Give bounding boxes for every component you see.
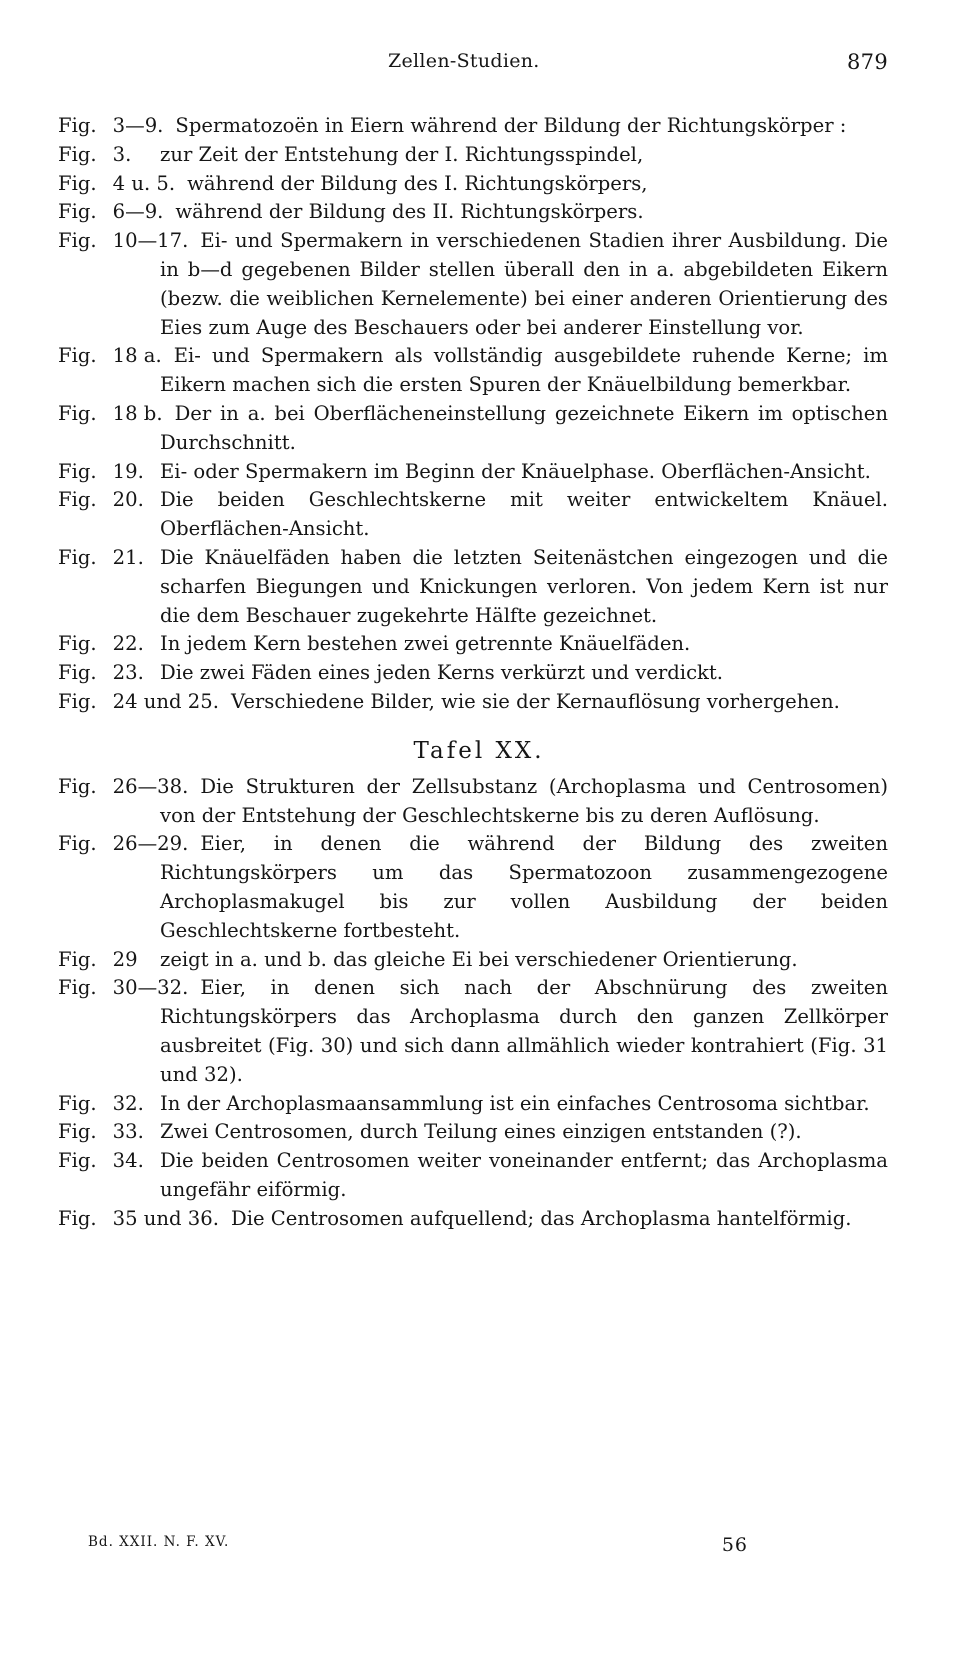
- fig-abbrev: Fig.: [58, 459, 97, 483]
- figure-number: 18 a.: [112, 344, 162, 368]
- figure-number: 6—9.: [112, 200, 164, 224]
- figure-legend-entry: [58, 946, 888, 975]
- fig-abbrev: Fig.: [58, 401, 97, 425]
- running-header: [58, 50, 888, 86]
- figure-label: [58, 400, 163, 429]
- figure-legend-entry: [58, 544, 888, 630]
- figure-label: [58, 773, 188, 802]
- figure-legend-entry: [58, 198, 888, 227]
- legend-text: Zwei Centrosomen, durch Teilung eines einzigen entstanden (?).: [160, 1120, 802, 1144]
- fig-abbrev: Fig.: [58, 632, 97, 656]
- fig-abbrev: Fig.: [58, 774, 97, 798]
- figure-legend-entry: [58, 974, 888, 1089]
- figure-legend-entry: [58, 630, 888, 659]
- figure-number: 3—9.: [112, 114, 164, 137]
- legend-text: Ei- und Spermakern in verschiedenen Stadien ihrer Ausbildung. Die in b—d gegebenen Bilder stellen überall den in a. abgebildeten Eikern (bezw. die weiblichen Kernelemente) bei einer anderen Orientierung des Eies zum Auge des Beschauers oder bei anderer Einstellung vor.: [160, 229, 888, 339]
- legend-text: Ei- und Spermakern als vollständig ausgebildete ruhende Kerne; im Eikern machen sich die ersten Spuren der Knäuelbildung bemerkbar.: [160, 344, 888, 397]
- legend-text: während der Bildung des I. Richtungskörpers,: [187, 171, 648, 195]
- legend-text: zeigt in a. und b. das gleiche Ei bei verschiedener Orientierung.: [160, 947, 798, 971]
- page-body: [58, 112, 888, 1233]
- figure-legend-entry: [58, 170, 888, 199]
- figure-number: 30—32.: [112, 976, 189, 1000]
- figure-legend-entry: [58, 458, 888, 487]
- figure-legend-entry: [58, 342, 888, 400]
- legend-text: In der Archoplasmaansammlung ist ein einfaches Centrosoma sichtbar.: [160, 1091, 870, 1115]
- figure-legend-entry: [58, 400, 888, 458]
- figure-label: [58, 1118, 144, 1147]
- figure-legend-entry: [58, 112, 888, 141]
- figure-number: 32.: [112, 1091, 144, 1115]
- figure-number: 18 b.: [112, 401, 163, 425]
- figure-number: 29: [112, 947, 138, 971]
- figure-label: [58, 112, 163, 141]
- figure-legend-entry: [58, 227, 888, 342]
- figure-label: [58, 630, 144, 659]
- fig-abbrev: Fig.: [58, 344, 97, 368]
- figure-legend-entry: [58, 659, 888, 688]
- legend-text: Die zwei Fäden eines jeden Kerns verkürzt und verdickt.: [160, 661, 724, 685]
- fig-abbrev: Fig.: [58, 976, 97, 1000]
- figure-number: 24 und 25.: [112, 689, 219, 713]
- figure-number: 22.: [112, 632, 144, 656]
- legend-text: Eier, in denen sich nach der Abschnürung des zweiten Richtungskörpers das Archoplasma durch den ganzen Zellkörper ausbreitet (Fig. 30) und sich dann allmählich wieder kontrahiert (Fig. 31 und 32).: [160, 976, 888, 1086]
- legend-text: Die Knäuelfäden haben die letzten Seitenästchen eingezogen und die scharfen Biegungen und Knickungen verloren. Von jedem Kern ist nur die dem Beschauer zugekehrte Hälfte gezeichnet.: [160, 545, 888, 627]
- figure-legend-list-1: [58, 112, 888, 717]
- fig-abbrev: Fig.: [58, 1120, 97, 1144]
- figure-number: 33.: [112, 1120, 144, 1144]
- page-footer: [88, 1534, 748, 1564]
- figure-label: [58, 486, 144, 515]
- figure-label: [58, 1205, 219, 1234]
- fig-abbrev: Fig.: [58, 488, 97, 512]
- fig-abbrev: Fig.: [58, 545, 97, 569]
- figure-number: 23.: [112, 661, 144, 685]
- fig-abbrev: Fig.: [58, 171, 97, 195]
- legend-text: Ei- oder Spermakern im Beginn der Knäuelphase. Oberflächen-Ansicht.: [160, 459, 871, 483]
- figure-number: 3.: [112, 142, 132, 166]
- figure-number: 4 u. 5.: [112, 171, 176, 195]
- figure-label: [58, 170, 175, 199]
- figure-label: [58, 1147, 144, 1176]
- figure-legend-entry: [58, 830, 888, 945]
- figure-legend-entry: [58, 141, 888, 170]
- legend-text: Verschiedene Bilder, wie sie der Kernauflösung vorhergehen.: [230, 689, 840, 713]
- figure-label: [58, 1090, 144, 1119]
- figure-legend-entry: [58, 688, 888, 717]
- figure-legend-entry: [58, 1147, 888, 1205]
- legend-text: Spermatozoën in Eiern während der Bildung der Richtungskörper :: [175, 114, 847, 137]
- fig-abbrev: Fig.: [58, 229, 97, 253]
- figure-number: 26—29.: [112, 832, 189, 856]
- legend-text: Der in a. bei Oberflächeneinstellung gezeichnete Eikern im optischen Durchschnitt.: [160, 401, 888, 454]
- figure-label: [58, 227, 188, 256]
- figure-label: [58, 688, 219, 717]
- page-number: 879: [847, 50, 888, 74]
- legend-text: Die Centrosomen aufquellend; das Archoplasma hantelförmig.: [230, 1206, 852, 1230]
- fig-abbrev: Fig.: [58, 142, 97, 166]
- figure-label: [58, 659, 144, 688]
- fig-abbrev: Fig.: [58, 832, 97, 856]
- legend-text: Die Strukturen der Zellsubstanz (Archoplasma und Centrosomen) von der Entstehung der Geschlechtskerne bis zu deren Auflösung.: [160, 774, 888, 827]
- figure-legend-entry: [58, 1118, 888, 1147]
- fig-abbrev: Fig.: [58, 1206, 97, 1230]
- fig-abbrev: Fig.: [58, 1091, 97, 1115]
- figure-legend-list-2: [58, 773, 888, 1234]
- fig-abbrev: Fig.: [58, 661, 97, 685]
- fig-abbrev: Fig.: [58, 200, 97, 224]
- figure-legend-entry: [58, 1205, 888, 1234]
- legend-text: während der Bildung des II. Richtungskörpers.: [175, 200, 644, 224]
- figure-number: 34.: [112, 1149, 144, 1173]
- figure-label: [58, 141, 131, 170]
- fig-abbrev: Fig.: [58, 114, 97, 137]
- figure-label: [58, 458, 144, 487]
- figure-legend-entry: [58, 1090, 888, 1119]
- fig-abbrev: Fig.: [58, 1149, 97, 1173]
- figure-legend-entry: [58, 486, 888, 544]
- figure-number: 20.: [112, 488, 144, 512]
- figure-number: 26—38.: [112, 774, 189, 798]
- legend-text: Die beiden Geschlechtskerne mit weiter entwickeltem Knäuel. Oberflächen-Ansicht.: [160, 488, 888, 541]
- legend-text: Die beiden Centrosomen weiter voneinander entfernt; das Archoplasma ungefähr eiförmig.: [160, 1149, 888, 1201]
- fig-abbrev: Fig.: [58, 947, 97, 971]
- figure-number: 35 und 36.: [112, 1206, 219, 1230]
- figure-label: [58, 544, 144, 573]
- figure-label: [58, 830, 188, 859]
- figure-label: [58, 946, 138, 975]
- figure-label: [58, 342, 162, 371]
- figure-legend-entry: [58, 773, 888, 831]
- figure-label: [58, 974, 188, 1003]
- section-heading: Tafel XX.: [413, 737, 545, 764]
- figure-number: 10—17.: [112, 229, 189, 253]
- figure-label: [58, 198, 163, 227]
- volume-line: Bd. XXII. N. F. XV.: [88, 1534, 230, 1550]
- signature-mark: 56: [721, 1534, 748, 1556]
- figure-number: 21.: [112, 545, 144, 569]
- legend-text: zur Zeit der Entstehung der I. Richtungsspindel,: [160, 142, 644, 166]
- legend-text: In jedem Kern bestehen zwei getrennte Knäuelfäden.: [160, 632, 691, 656]
- fig-abbrev: Fig.: [58, 689, 97, 713]
- figure-number: 19.: [112, 459, 144, 483]
- legend-text: Eier, in denen die während der Bildung des zweiten Richtungskörpers um das Spermatozoon zusammengezogene Archoplasmakugel bis zur vollen Ausbildung der beiden Geschlechtskerne fortbesteht.: [160, 832, 888, 942]
- running-title: Zellen-Studien.: [388, 50, 540, 72]
